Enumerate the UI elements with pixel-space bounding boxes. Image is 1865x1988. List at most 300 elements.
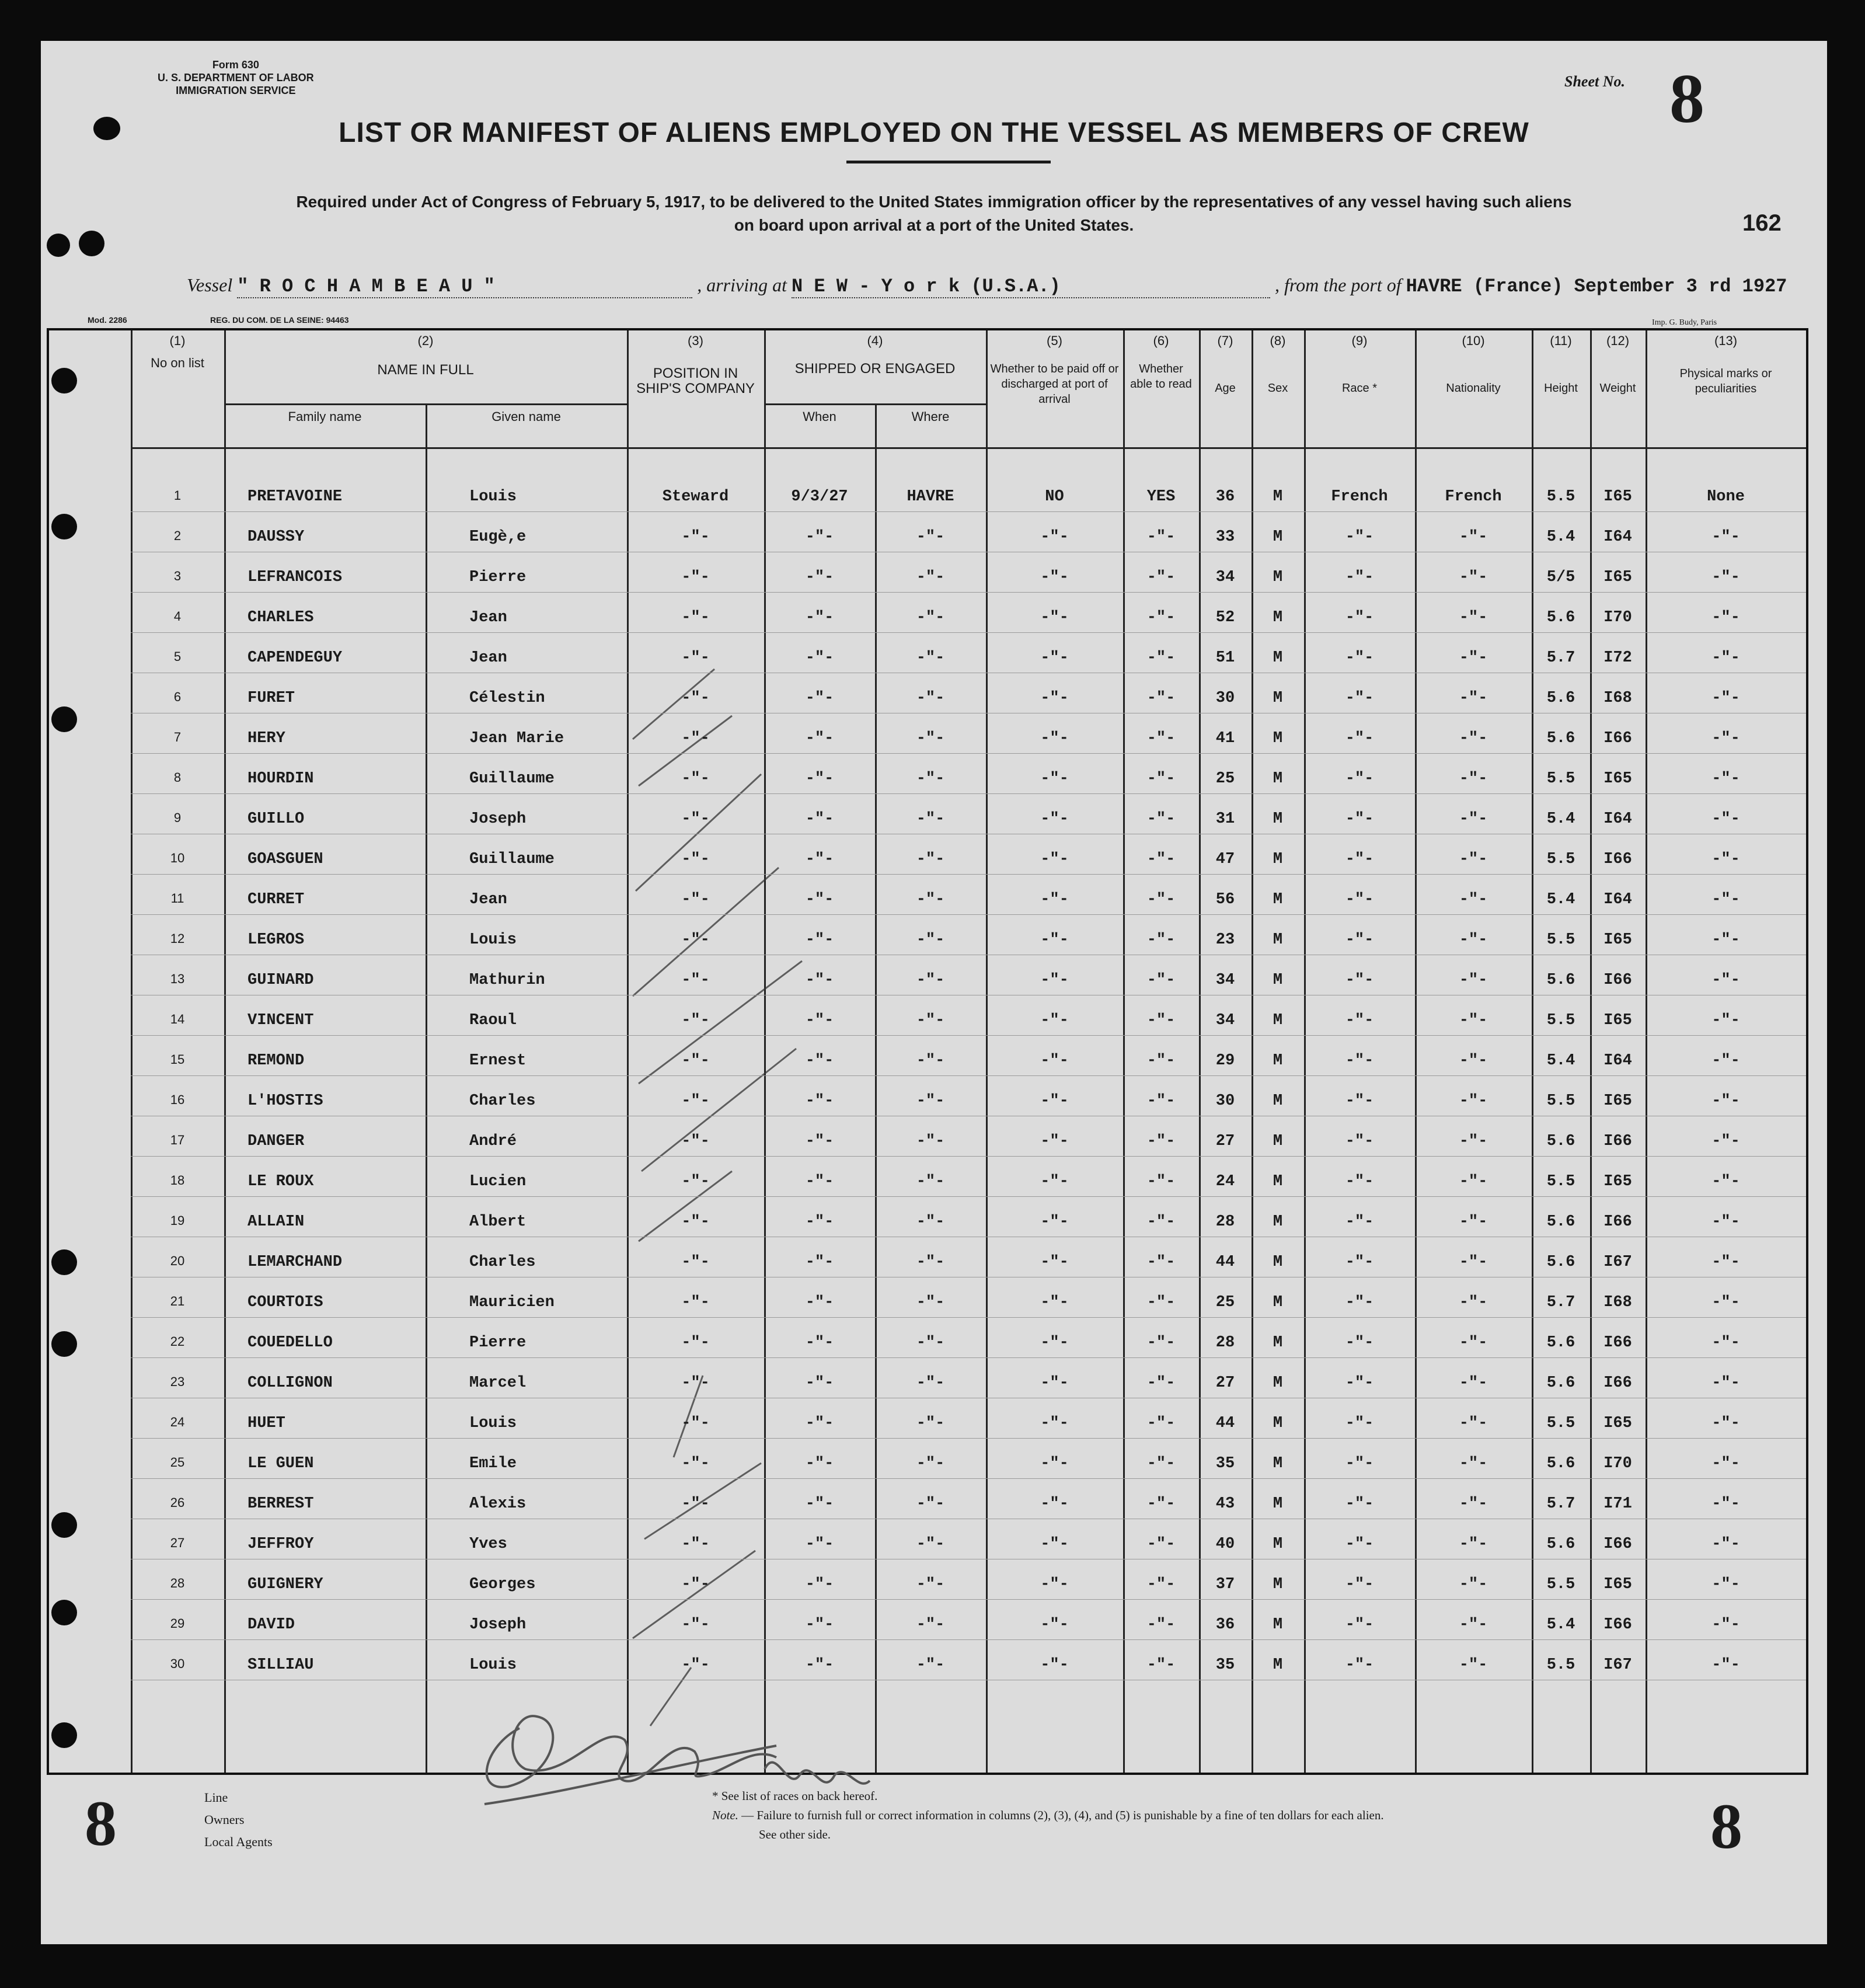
col-divider (1532, 330, 1533, 1773)
height-cell: 5.6 (1546, 1455, 1575, 1472)
race-cell: -"- (1345, 1334, 1374, 1352)
shipped-where-cell: -"- (916, 1052, 945, 1070)
shipped-where-cell: -"- (916, 569, 945, 586)
row-rule (131, 1478, 1806, 1479)
weight-cell: I65 (1603, 1173, 1632, 1190)
position-cell: -"- (681, 972, 710, 989)
given-name-cell: Eugè,e (469, 528, 527, 546)
able-to-read-cell: -"- (1146, 1254, 1176, 1271)
able-to-read-cell: YES (1146, 488, 1176, 506)
able-to-read-cell: -"- (1146, 609, 1176, 626)
height-cell: 5.7 (1546, 1294, 1575, 1311)
given-name-cell: Louis (469, 931, 517, 949)
paid-off-cell: -"- (1040, 1294, 1069, 1311)
race-cell: -"- (1345, 810, 1374, 828)
position-cell: -"- (681, 1495, 710, 1513)
form-block (158, 58, 314, 97)
height-cell: 5.6 (1546, 1213, 1575, 1231)
shipped-where-cell: -"- (916, 770, 945, 788)
race-cell: -"- (1345, 931, 1374, 949)
vessel-label: Vessel (187, 274, 233, 295)
col-divider (1199, 330, 1201, 1773)
shipped-where-cell: -"- (916, 1092, 945, 1110)
physical-marks-cell: -"- (1711, 1173, 1740, 1190)
shipped-where-cell: -"- (916, 1334, 945, 1352)
paid-off-cell: -"- (1040, 1374, 1069, 1392)
physical-marks-cell: -"- (1711, 730, 1740, 747)
footer-labels (204, 1787, 273, 1853)
row-number: 16 (170, 1092, 185, 1107)
arriving-port: N E W - Y o r k (U.S.A.) (792, 276, 1270, 298)
nationality-cell: -"- (1459, 690, 1488, 707)
col12-header: (12) Weight (1599, 333, 1636, 395)
weight-cell: I65 (1603, 1092, 1632, 1110)
physical-marks-cell: -"- (1711, 1536, 1740, 1553)
given-name-cell: Guillaume (469, 851, 555, 868)
weight-cell: I70 (1603, 1455, 1632, 1472)
col-divider (1646, 330, 1647, 1773)
nationality-cell: -"- (1459, 1092, 1488, 1110)
shipped-where-cell: -"- (916, 1213, 945, 1231)
nationality-cell: -"- (1459, 1536, 1488, 1553)
row-number: 11 (170, 891, 184, 906)
shipped-where-cell: -"- (916, 1576, 945, 1593)
shipped-when-cell: -"- (805, 1576, 834, 1593)
shipped-where-cell: -"- (916, 1173, 945, 1190)
service-name: IMMIGRATION SERVICE (176, 85, 296, 96)
shipped-where-cell: -"- (916, 1133, 945, 1150)
col-divider (1415, 330, 1417, 1773)
punch-hole (93, 117, 120, 140)
subheader-line (764, 403, 986, 405)
age-cell: 33 (1215, 528, 1235, 546)
weight-cell: I66 (1603, 730, 1632, 747)
nationality-cell: -"- (1459, 1294, 1488, 1311)
family-name-cell: VINCENT (247, 1012, 314, 1029)
position-cell: -"- (681, 1254, 710, 1271)
height-cell: 5.5 (1546, 1656, 1575, 1674)
race-cell: -"- (1345, 1254, 1374, 1271)
age-cell: 23 (1215, 931, 1235, 949)
row-number: 4 (173, 609, 182, 624)
shipped-where-cell: -"- (916, 528, 945, 546)
physical-marks-cell: -"- (1711, 1213, 1740, 1231)
col-divider (1123, 330, 1125, 1773)
height-cell: 5.7 (1546, 649, 1575, 667)
able-to-read-cell: -"- (1146, 851, 1176, 868)
given-name-cell: Marcel (469, 1374, 527, 1392)
paid-off-cell: -"- (1040, 569, 1069, 586)
given-name-cell: Alexis (469, 1495, 527, 1513)
row-rule (131, 592, 1806, 593)
nationality-cell: -"- (1459, 810, 1488, 828)
family-name-cell: DAVID (247, 1616, 295, 1634)
owners-label: Owners (204, 1812, 245, 1827)
given-name-cell: Charles (469, 1092, 536, 1110)
nationality-cell: -"- (1459, 1213, 1488, 1231)
shipped-where-cell: -"- (916, 1294, 945, 1311)
subtitle-line-2: on board upon arrival at a port of the United States. (734, 216, 1134, 234)
family-name-cell: HERY (247, 730, 285, 747)
family-name-cell: ALLAIN (247, 1213, 305, 1231)
weight-cell: I66 (1603, 1616, 1632, 1634)
physical-marks-cell: -"- (1711, 770, 1740, 788)
col10-header: (10) Nationality (1446, 333, 1501, 395)
race-cell: -"- (1345, 1495, 1374, 1513)
paid-off-cell: -"- (1040, 1495, 1069, 1513)
race-cell: -"- (1345, 730, 1374, 747)
row-number: 6 (173, 690, 182, 704)
race-cell: -"- (1345, 1092, 1374, 1110)
paid-off-cell: -"- (1040, 1455, 1069, 1472)
race-cell: -"- (1345, 649, 1374, 667)
nationality-cell: -"- (1459, 891, 1488, 908)
paid-off-cell: -"- (1040, 891, 1069, 908)
race-cell: -"- (1345, 770, 1374, 788)
weight-cell: I65 (1603, 1415, 1632, 1432)
punch-hole (51, 514, 77, 539)
row-rule (131, 1639, 1806, 1640)
race-cell: -"- (1345, 690, 1374, 707)
family-name-cell: LEGROS (247, 931, 305, 949)
able-to-read-cell: -"- (1146, 1576, 1176, 1593)
race-cell: -"- (1345, 1415, 1374, 1432)
sex-cell: M (1273, 1052, 1283, 1070)
sex-cell: M (1273, 528, 1283, 546)
vessel-line (187, 274, 1787, 298)
given-name-cell: Louis (469, 1415, 517, 1432)
age-cell: 34 (1215, 1012, 1235, 1029)
physical-marks-cell: -"- (1711, 609, 1740, 626)
physical-marks-cell: -"- (1711, 1576, 1740, 1593)
given-name-cell: Joseph (469, 1616, 527, 1634)
position-cell: -"- (681, 1012, 710, 1029)
sex-cell: M (1273, 1536, 1283, 1553)
nationality-cell: -"- (1459, 1012, 1488, 1029)
row-number: 3 (173, 569, 182, 583)
nationality-cell: -"- (1459, 1495, 1488, 1513)
age-cell: 56 (1215, 891, 1235, 908)
sex-cell: M (1273, 488, 1283, 506)
given-name-cell: Pierre (469, 1334, 527, 1352)
col-divider (1304, 330, 1306, 1773)
family-name-cell: GUILLO (247, 810, 305, 828)
row-number: 27 (170, 1536, 185, 1550)
arriving-label: , arriving at (697, 274, 787, 295)
weight-cell: I66 (1603, 1213, 1632, 1231)
weight-cell: I71 (1603, 1495, 1632, 1513)
weight-cell: I66 (1603, 1133, 1632, 1150)
position-cell: -"- (681, 1576, 710, 1593)
shipped-where-cell: -"- (916, 1374, 945, 1392)
shipped-when-cell: -"- (805, 1334, 834, 1352)
able-to-read-cell: -"- (1146, 1536, 1176, 1553)
weight-cell: I68 (1603, 1294, 1632, 1311)
given-name-cell: Emile (469, 1455, 517, 1472)
col-divider (224, 330, 226, 1773)
paid-off-cell: -"- (1040, 690, 1069, 707)
paid-off-cell: -"- (1040, 649, 1069, 667)
sex-cell: M (1273, 770, 1283, 788)
race-cell: -"- (1345, 1173, 1374, 1190)
col4-header: (4) SHIPPED OR ENGAGED (794, 333, 956, 377)
col-divider (1590, 330, 1592, 1773)
shipped-when-cell: -"- (805, 810, 834, 828)
position-cell: -"- (681, 1616, 710, 1634)
row-rule (131, 874, 1806, 875)
nationality-cell: -"- (1459, 851, 1488, 868)
col7-header: (7) Age (1215, 333, 1236, 395)
height-cell: 5.6 (1546, 1254, 1575, 1271)
weight-cell: I66 (1603, 972, 1632, 989)
physical-marks-cell: -"- (1711, 810, 1740, 828)
height-cell: 5/5 (1546, 569, 1575, 586)
weight-cell: I67 (1603, 1254, 1632, 1271)
race-cell: -"- (1345, 891, 1374, 908)
weight-cell: I65 (1603, 1012, 1632, 1029)
weight-cell: I66 (1603, 1536, 1632, 1553)
age-cell: 37 (1215, 1576, 1235, 1593)
physical-marks-cell: -"- (1711, 851, 1740, 868)
shipped-where-cell: -"- (916, 972, 945, 989)
nationality-cell: -"- (1459, 931, 1488, 949)
given-name-cell: Louis (469, 1656, 517, 1674)
height-cell: 5.5 (1546, 770, 1575, 788)
physical-marks-cell: -"- (1711, 1334, 1740, 1352)
able-to-read-cell: -"- (1146, 528, 1176, 546)
position-cell: -"- (681, 609, 710, 626)
family-name-cell: GUINARD (247, 972, 314, 989)
height-cell: 5.4 (1546, 1052, 1575, 1070)
able-to-read-cell: -"- (1146, 730, 1176, 747)
shipped-when-cell: -"- (805, 1536, 834, 1553)
sex-cell: M (1273, 649, 1283, 667)
sex-cell: M (1273, 1092, 1283, 1110)
col-divider (1252, 330, 1253, 1773)
physical-marks-cell: -"- (1711, 649, 1740, 667)
paid-off-cell: -"- (1040, 1656, 1069, 1674)
family-name-cell: GUIGNERY (247, 1576, 323, 1593)
col2-given-header: Given name (491, 409, 561, 424)
physical-marks-cell: -"- (1711, 1455, 1740, 1472)
position-cell: -"- (681, 528, 710, 546)
given-name-cell: Louis (469, 488, 517, 506)
paid-off-cell: -"- (1040, 1133, 1069, 1150)
weight-cell: I65 (1603, 931, 1632, 949)
nationality-cell: French (1445, 488, 1502, 506)
sex-cell: M (1273, 609, 1283, 626)
able-to-read-cell: -"- (1146, 1173, 1176, 1190)
paid-off-cell: -"- (1040, 1052, 1069, 1070)
sex-cell: M (1273, 1012, 1283, 1029)
position-cell: -"- (681, 1374, 710, 1392)
given-name-cell: Albert (469, 1213, 527, 1231)
shipped-when-cell: -"- (805, 649, 834, 667)
able-to-read-cell: -"- (1146, 1334, 1176, 1352)
age-cell: 47 (1215, 851, 1235, 868)
paid-off-cell: -"- (1040, 931, 1069, 949)
sex-cell: M (1273, 1294, 1283, 1311)
family-name-cell: CAPENDEGUY (247, 649, 343, 667)
family-name-cell: BERREST (247, 1495, 314, 1513)
weight-cell: I66 (1603, 1334, 1632, 1352)
row-number: 17 (170, 1133, 185, 1147)
register-number: REG. DU COM. DE LA SEINE: 94463 (210, 315, 349, 325)
race-cell: -"- (1345, 1455, 1374, 1472)
from-label: , from the port of (1274, 274, 1402, 295)
family-name-cell: CURRET (247, 891, 305, 908)
sex-cell: M (1273, 931, 1283, 949)
race-cell: -"- (1345, 1656, 1374, 1674)
from-port: HAVRE (France) September 3 rd 1927 (1406, 276, 1787, 297)
weight-cell: I68 (1603, 690, 1632, 707)
age-cell: 40 (1215, 1536, 1235, 1553)
given-name-cell: Lucien (469, 1173, 527, 1190)
weight-cell: I70 (1603, 609, 1632, 626)
sex-cell: M (1273, 1334, 1283, 1352)
nationality-cell: -"- (1459, 1133, 1488, 1150)
row-number: 23 (170, 1374, 185, 1389)
paid-off-cell: -"- (1040, 609, 1069, 626)
race-cell: -"- (1345, 1012, 1374, 1029)
family-name-cell: HUET (247, 1415, 285, 1432)
race-cell: -"- (1345, 851, 1374, 868)
row-number: 14 (170, 1012, 185, 1026)
row-number: 21 (170, 1294, 185, 1308)
weight-cell: I65 (1603, 770, 1632, 788)
able-to-read-cell: -"- (1146, 1012, 1176, 1029)
physical-marks-cell: -"- (1711, 690, 1740, 707)
height-cell: 5.5 (1546, 488, 1575, 506)
position-cell: -"- (681, 649, 710, 667)
age-cell: 27 (1215, 1374, 1235, 1392)
col8-header: (8) Sex (1267, 333, 1288, 395)
given-name-cell: Guillaume (469, 770, 555, 788)
position-cell: -"- (681, 770, 710, 788)
shipped-when-cell: -"- (805, 1012, 834, 1029)
given-name-cell: Jean (469, 891, 507, 908)
shipped-when-cell: -"- (805, 1495, 834, 1513)
physical-marks-cell: None (1707, 488, 1745, 506)
race-cell: -"- (1345, 528, 1374, 546)
position-cell: -"- (681, 1415, 710, 1432)
col3-header: (3) POSITION IN SHIP'S COMPANY (636, 333, 755, 396)
other-side-note: See other side. (759, 1827, 831, 1841)
position-cell: -"- (681, 1656, 710, 1674)
position-cell: -"- (681, 1133, 710, 1150)
position-cell: -"- (681, 1052, 710, 1070)
height-cell: 5.7 (1546, 1495, 1575, 1513)
col1-header: (1) No on list (151, 333, 204, 370)
given-name-cell: Jean (469, 609, 507, 626)
row-number: 1 (173, 488, 182, 503)
height-cell: 5.5 (1546, 931, 1575, 949)
age-cell: 52 (1215, 609, 1235, 626)
nationality-cell: -"- (1459, 1576, 1488, 1593)
line-label: Line (204, 1790, 228, 1805)
row-number: 2 (173, 528, 182, 543)
footnote (712, 1787, 1384, 1844)
race-cell: -"- (1345, 1213, 1374, 1231)
page-number: 162 (1742, 210, 1782, 236)
shipped-when-cell: -"- (805, 891, 834, 908)
punch-hole (51, 1600, 77, 1625)
family-name-cell: HOURDIN (247, 770, 314, 788)
shipped-where-cell: HAVRE (907, 488, 954, 506)
sex-cell: M (1273, 1415, 1283, 1432)
row-rule (131, 1317, 1806, 1318)
given-name-cell: Joseph (469, 810, 527, 828)
race-cell: -"- (1345, 1052, 1374, 1070)
paid-off-cell: -"- (1040, 770, 1069, 788)
nationality-cell: -"- (1459, 1415, 1488, 1432)
able-to-read-cell: -"- (1146, 1294, 1176, 1311)
shipped-where-cell: -"- (916, 931, 945, 949)
nationality-cell: -"- (1459, 1455, 1488, 1472)
shipped-when-cell: -"- (805, 1656, 834, 1674)
able-to-read-cell: -"- (1146, 1052, 1176, 1070)
paid-off-cell: -"- (1040, 851, 1069, 868)
age-cell: 34 (1215, 569, 1235, 586)
paid-off-cell: -"- (1040, 1254, 1069, 1271)
paid-off-cell: -"- (1040, 1213, 1069, 1231)
col-divider (986, 330, 988, 1773)
shipped-when-cell: -"- (805, 1374, 834, 1392)
able-to-read-cell: -"- (1146, 1374, 1176, 1392)
sex-cell: M (1273, 851, 1283, 868)
row-number: 13 (170, 972, 185, 986)
physical-marks-cell: -"- (1711, 1374, 1740, 1392)
weight-cell: I64 (1603, 528, 1632, 546)
physical-marks-cell: -"- (1711, 1415, 1740, 1432)
sex-cell: M (1273, 891, 1283, 908)
position-cell: Steward (662, 488, 729, 506)
weight-cell: I64 (1603, 1052, 1632, 1070)
sex-cell: M (1273, 1213, 1283, 1231)
nationality-cell: -"- (1459, 770, 1488, 788)
nationality-cell: -"- (1459, 1173, 1488, 1190)
family-name-cell: L'HOSTIS (247, 1092, 323, 1110)
position-cell: -"- (681, 931, 710, 949)
height-cell: 5.5 (1546, 1576, 1575, 1593)
row-rule (131, 1035, 1806, 1036)
age-cell: 28 (1215, 1334, 1235, 1352)
paid-off-cell: -"- (1040, 1334, 1069, 1352)
nationality-cell: -"- (1459, 1052, 1488, 1070)
punch-hole (51, 1249, 77, 1275)
given-name-cell: Charles (469, 1254, 536, 1271)
position-cell: -"- (681, 1334, 710, 1352)
height-cell: 5.4 (1546, 528, 1575, 546)
age-cell: 28 (1215, 1213, 1235, 1231)
mod-number: Mod. 2286 (88, 315, 127, 325)
paid-off-cell: NO (1045, 488, 1064, 506)
family-name-cell: JEFFROY (247, 1536, 314, 1553)
row-number: 15 (170, 1052, 185, 1067)
physical-marks-cell: -"- (1711, 891, 1740, 908)
height-cell: 5.6 (1546, 609, 1575, 626)
height-cell: 5.6 (1546, 1133, 1575, 1150)
able-to-read-cell: -"- (1146, 1495, 1176, 1513)
given-name-cell: Raoul (469, 1012, 517, 1029)
weight-cell: I64 (1603, 810, 1632, 828)
document-title: LIST OR MANIFEST OF ALIENS EMPLOYED ON THE VESSEL AS MEMBERS OF CREW (339, 117, 1529, 148)
physical-marks-cell: -"- (1711, 1616, 1740, 1634)
paid-off-cell: -"- (1040, 1012, 1069, 1029)
family-name-cell: PRETAVOINE (247, 488, 343, 506)
position-cell: -"- (681, 1294, 710, 1311)
col9-header: (9) Race * (1341, 333, 1378, 395)
